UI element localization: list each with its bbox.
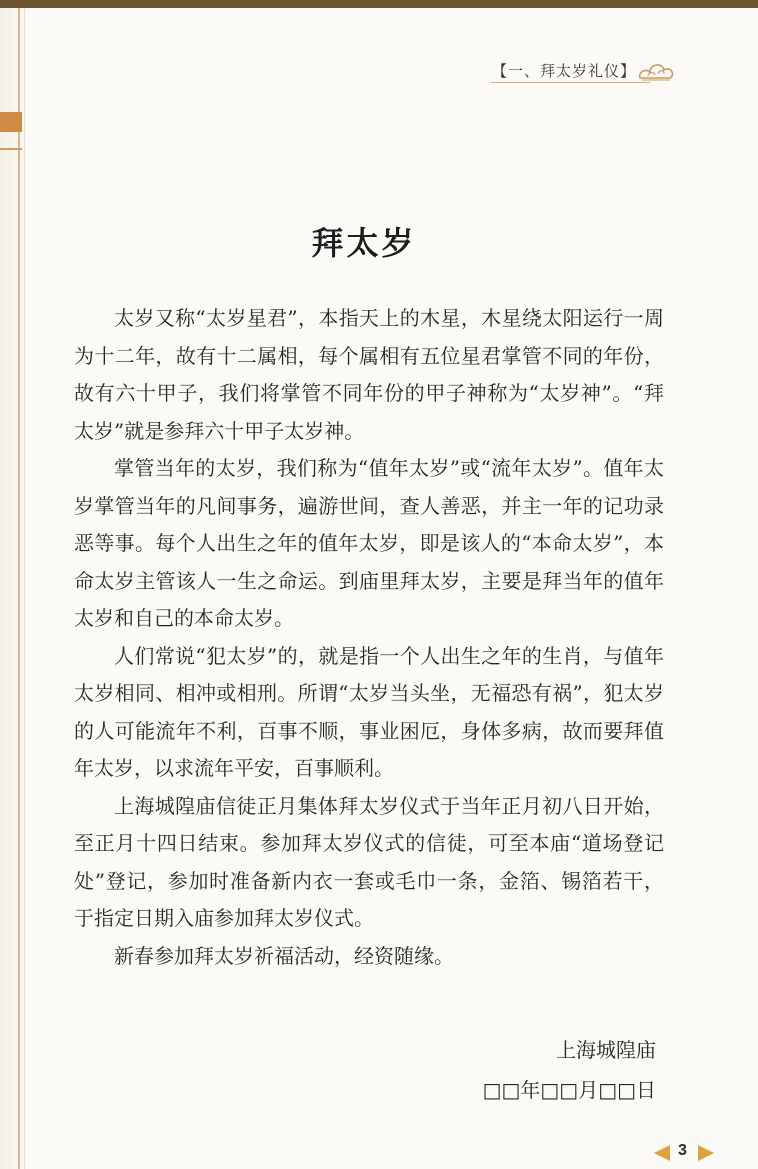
running-header [480,58,680,92]
spine-tab-marker [0,112,22,132]
arrow-left-icon [654,1145,670,1161]
auspicious-cloud-icon [636,58,676,86]
section-label: 【一、拜太岁礼仪】 [492,62,637,80]
page-title: 拜太岁 [311,224,417,262]
signature-date: □□年□□月□□日 [482,1078,656,1102]
paragraph: 掌管当年的太岁，我们称为“值年太岁”或“流年太岁”。值年太岁掌管当年的凡间事务，遍游世间，查人善恶，并主一年的记功录恶等事。每个人出生之年的值年太岁，即是该人的“本命太岁”，本命太岁主管该人一生之命运。到庙里拜太岁，主要是拜当年的值年太岁和自己的本命太岁。 [74,456,664,630]
paragraph: 太岁又称“太岁星君”，本指天上的木星，木星绕太阳运行一周为十二年，故有十二属相，每个属相有五位星君掌管不同的年份，故有六十甲子，我们将掌管不同年份的甲子神称为“太岁神”。“拜太岁”就是参拜六十甲子太岁神。 [74,306,664,443]
spine-stripe [18,8,20,1169]
page-number-footer [646,1140,726,1166]
paragraph: 新春参加拜太岁祈福活动，经资随缘。 [114,943,454,968]
page-number: 3 [678,1142,687,1159]
signature-block [420,1030,656,1110]
book-spine [0,8,25,1169]
arrow-right-icon [698,1145,714,1161]
spine-divider [0,148,22,150]
header-rule [490,82,650,83]
paragraph: 上海城隍庙信徒正月集体拜太岁仪式于当年正月初八日开始，至正月十四日结束。参加拜太岁仪式的信徒，可至本庙“道场登记处”登记，参加时准备新内衣一套或毛巾一条，金箔、锡箔若干，于指定日期入庙参加拜太岁仪式。 [74,793,664,930]
signature-org: 上海城隍庙 [556,1038,656,1062]
top-border-band [0,0,758,8]
paragraph: 人们常说“犯太岁”的，就是指一个人出生之年的生肖，与值年太岁相同、相冲或相刑。所谓“太岁当头坐，无福恐有祸”，犯太岁的人可能流年不利，百事不顺，事业困厄，身体多病，故而要拜值年太岁，以求流年平安，百事顺利。 [74,643,664,780]
body-text [74,300,664,975]
